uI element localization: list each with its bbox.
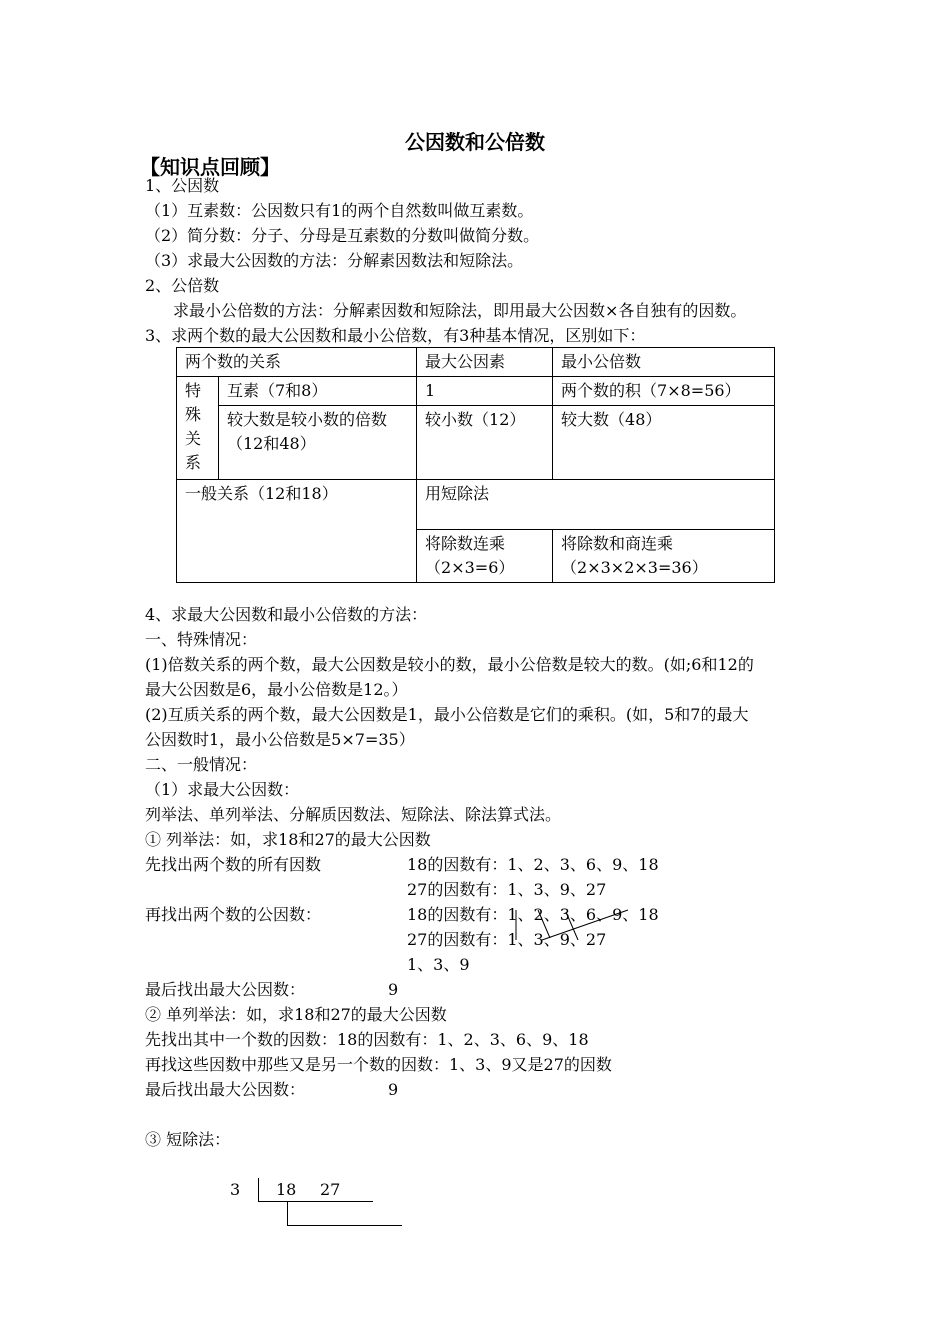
method1-factors-18: 18的因数有：1、2、3、6、9、18 [407, 855, 659, 874]
part1-heading: 1、公因数 [145, 176, 220, 195]
part4-heading: 4、求最大公因数和最小公倍数的方法： [145, 605, 428, 624]
coprime-lcm: 两个数的积（7×8=56） [553, 377, 775, 406]
method1-title: ① 列举法：如，求18和27的最大公因数 [145, 830, 431, 849]
part2-heading: 2、公倍数 [145, 276, 220, 295]
method1-factors-27: 27的因数有：1、3、9、27 [407, 880, 607, 899]
special-heading: 一、特殊情况： [145, 630, 258, 649]
method3-title: ③ 短除法： [145, 1130, 231, 1149]
header-relation: 两个数的关系 [177, 348, 417, 377]
general-gcd-rule: 将除数连乘 [425, 534, 506, 553]
multiple-gcd: 较小数（12） [417, 406, 553, 480]
method1-answer: 9 [388, 980, 399, 999]
general-heading: 二、一般情况： [145, 755, 258, 774]
part3-heading: 3、求两个数的最大公因数和最小公倍数，有3种基本情况，区别如下： [145, 326, 646, 345]
special-case-2-cont: 公因数时1，最小公倍数是5×7=35） [145, 730, 415, 749]
relation-table [176, 347, 775, 583]
short-division-divisor: 3 [230, 1180, 241, 1199]
coprime-relation: 互素（7和8） [219, 377, 417, 406]
part1-item: （3）求最大公因数的方法：分解素因数法和短除法。 [145, 251, 524, 270]
method1-common-factors: 1、3、9 [407, 955, 470, 974]
method1-last: 最后找出最大公因数： [145, 980, 306, 999]
special-relation-label: 特殊关系 [177, 377, 219, 480]
short-division-line [287, 1225, 402, 1226]
page-title: 公因数和公倍数 [405, 130, 545, 154]
method2-step1: 先找出其中一个数的因数：18的因数有：1、2、3、6、9、18 [145, 1030, 589, 1049]
coprime-gcd: 1 [417, 377, 553, 406]
part1-item: （1）互素数：公因数只有1的两个自然数叫做互素数。 [145, 201, 534, 220]
method2-step2: 再找这些因数中那些又是另一个数的因数：1、3、9又是27的因数 [145, 1055, 612, 1074]
short-division-number-a: 18 [276, 1180, 297, 1199]
method1-common-18: 18的因数有：1、2、3、6、9、18 [407, 905, 659, 924]
multiple-lcm: 较大数（48） [553, 406, 775, 480]
part2-text: 求最小公倍数的方法：分解素因数和短除法，即用最大公因数×各自独有的因数。 [173, 301, 747, 320]
special-case-2: (2)互质关系的两个数，最大公因数是1，最小公倍数是它们的乘积。(如，5和7的最大 [145, 705, 749, 724]
multiple-relation: 较大数是较小数的倍数（12和48） [219, 406, 417, 480]
special-case-1: (1)倍数关系的两个数，最大公因数是较小的数，最小公倍数是较大的数。(如;6和12的 [145, 655, 754, 674]
header-lcm: 最小公倍数 [553, 348, 775, 377]
general-gcd [417, 530, 553, 583]
method1-step2: 再找出两个数的公因数： [145, 905, 322, 924]
short-division-bar [258, 1178, 259, 1202]
general-lcm-example: （2×3×2×3=36） [561, 558, 708, 577]
general-gcd-example: （2×3=6） [425, 558, 515, 577]
method1-step1: 先找出两个数的所有因数 [145, 855, 322, 874]
method1-common-27: 27的因数有：1、3、9、27 [407, 930, 607, 949]
method2-last: 最后找出最大公因数： [145, 1080, 306, 1099]
short-division-number-b: 27 [320, 1180, 341, 1199]
part1-item: （2）简分数：分子、分母是互素数的分数叫做简分数。 [145, 226, 540, 245]
matching-lines [510, 902, 640, 946]
short-division-method: 用短除法 [417, 480, 775, 530]
short-division-line [258, 1201, 373, 1202]
method2-answer: 9 [388, 1080, 399, 1099]
general-lcm [553, 530, 775, 583]
general-lcm-rule: 将除数和商连乘 [561, 534, 674, 553]
special-case-1-cont: 最大公因数是6，最小公倍数是12。） [145, 680, 408, 699]
gcd-heading: （1）求最大公因数： [145, 780, 300, 799]
method2-title: ② 单列举法：如，求18和27的最大公因数 [145, 1005, 447, 1024]
short-division-bar [287, 1201, 288, 1226]
section-heading: 【知识点回顾】 [140, 155, 280, 179]
header-gcd: 最大公因素 [417, 348, 553, 377]
general-relation: 一般关系（12和18） [177, 480, 417, 583]
gcd-methods: 列举法、单列举法、分解质因数法、短除法、除法算式法。 [145, 805, 562, 824]
